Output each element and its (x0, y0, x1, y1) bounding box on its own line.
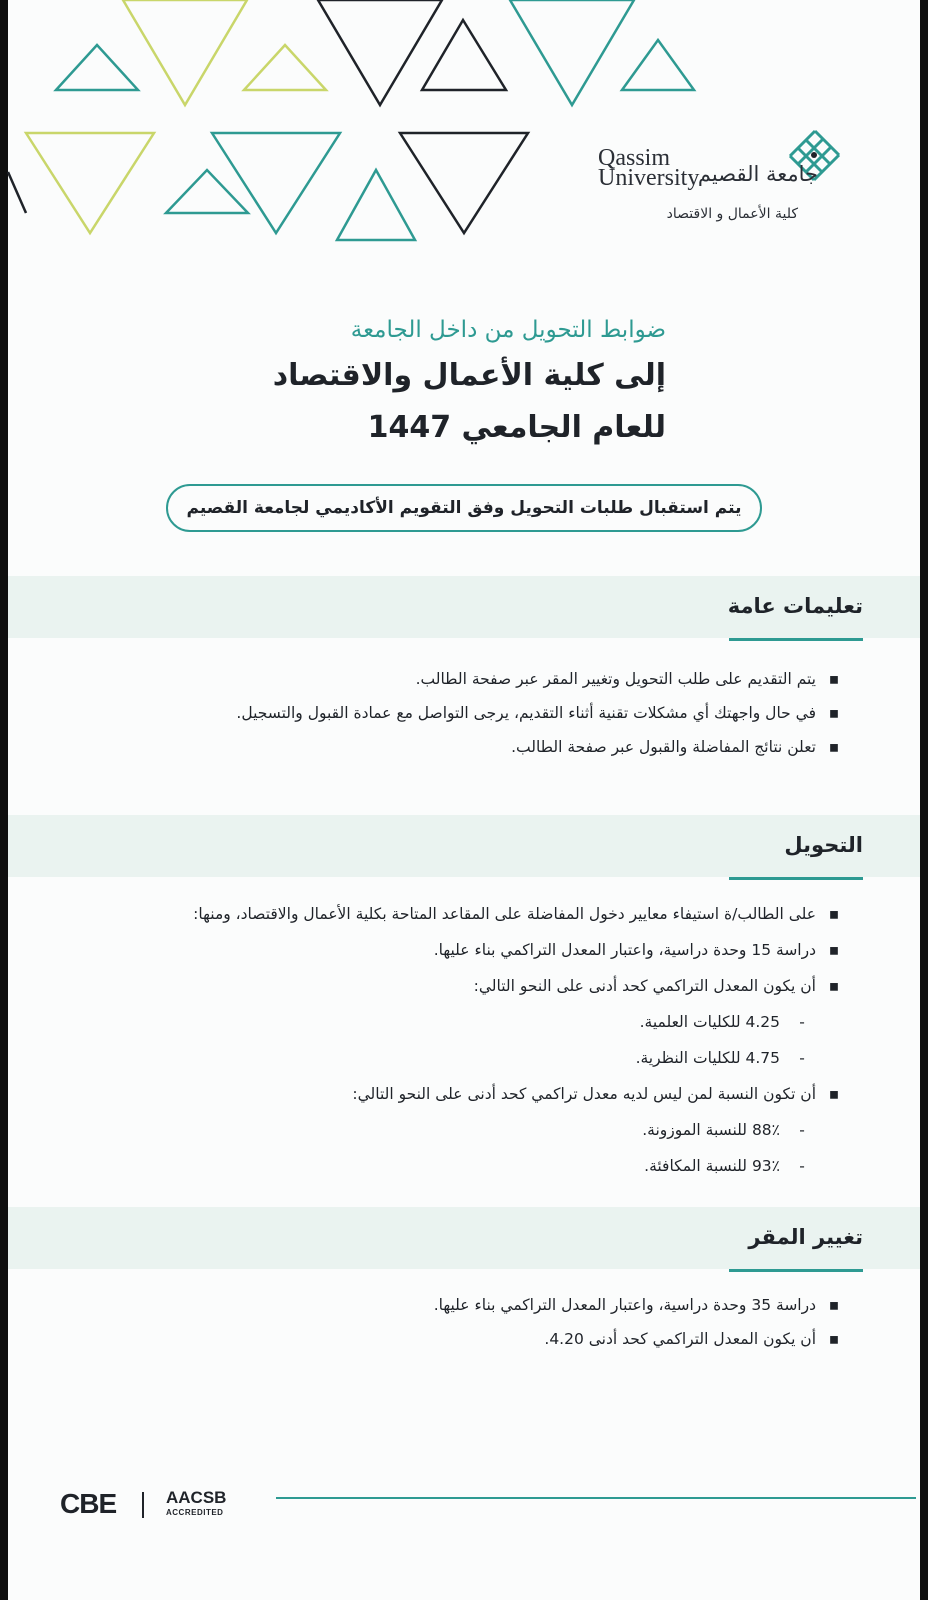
list-item (82, 738, 842, 772)
list-item (82, 670, 842, 704)
dash-marker: - (799, 1157, 805, 1175)
notice-pill: يتم استقبال طلبات التحويل وفق التقويم الأكاديمي لجامعة القصيم (166, 484, 762, 532)
bullet-marker: ▪ (828, 1330, 840, 1348)
bullet-marker: ▪ (828, 1296, 840, 1314)
list-item-text: دراسة 15 وحدة دراسية، واعتبار المعدل التراكمي بناء عليها. (433, 941, 816, 959)
footer-rule (276, 1497, 916, 1499)
university-logo (598, 128, 858, 228)
triangle-decoration (212, 133, 340, 233)
bullet-marker: ▪ (828, 738, 840, 756)
sub-list-item (82, 1157, 842, 1193)
sub-list-item (82, 1121, 842, 1157)
list-item-text: 4.75 للكليات النظرية. (635, 1049, 780, 1067)
cbe-logo: CBE (60, 1488, 117, 1519)
list-item-text: أن يكون المعدل التراكمي كحد أدنى 4.20. (544, 1330, 816, 1348)
triangle-decoration (56, 45, 138, 90)
triangle-decoration (622, 40, 694, 90)
triangle-decoration (123, 0, 247, 105)
section-title-underline (729, 877, 863, 880)
logo-arabic-name: جامعة القصيم (697, 162, 818, 186)
list-item-text: أن تكون النسبة لمن ليس لديه معدل تراكمي كحد أدنى على النحو التالي: (352, 1085, 816, 1103)
triangle-decoration (337, 170, 415, 240)
headline-title-line2: للعام الجامعي 1447 (367, 410, 666, 445)
list-item-text: 88٪ للنسبة الموزونة. (642, 1121, 780, 1139)
list-item (82, 1296, 842, 1330)
triangle-decoration (400, 133, 528, 233)
bullet-marker: ▪ (828, 941, 840, 959)
section-title-underline (729, 638, 863, 641)
list-item-text: 4.25 للكليات العلمية. (639, 1013, 780, 1031)
sub-list-item (82, 1013, 842, 1049)
logo-separator (142, 1492, 144, 1518)
list-item (82, 905, 842, 941)
triangle-decoration (510, 0, 634, 105)
triangle-decoration (166, 170, 248, 213)
triangle-decoration (244, 45, 326, 90)
section-list (82, 905, 842, 1193)
section-title: تغيير المقر (748, 1225, 863, 1249)
list-item (82, 941, 842, 977)
triangle-decoration (8, 172, 26, 213)
section-header-band (8, 815, 920, 877)
triangle-decoration (26, 133, 154, 233)
list-item (82, 1330, 842, 1364)
bullet-marker: ▪ (828, 1085, 840, 1103)
headline-title-line1: إلى كلية الأعمال والاقتصاد (272, 358, 666, 393)
section-title: تعليمات عامة (727, 594, 863, 618)
section-header-band (8, 1207, 920, 1269)
list-item-text: على الطالب/ة استيفاء معايير دخول المفاضلة على المقاعد المتاحة بكلية الأعمال والاقتصاد، ومنها: (193, 905, 816, 923)
dash-marker: - (799, 1121, 805, 1139)
dash-marker: - (799, 1049, 805, 1067)
college-name: كلية الأعمال و الاقتصاد (666, 206, 798, 222)
list-item-text: دراسة 35 وحدة دراسية، واعتبار المعدل التراكمي بناء عليها. (433, 1296, 816, 1314)
section-header-band (8, 576, 920, 638)
list-item (82, 704, 842, 738)
aacsb-accredited-label: ACCREDITED (166, 1508, 224, 1517)
list-item-text: يتم التقديم على طلب التحويل وتغيير المقر عبر صفحة الطالب. (415, 670, 816, 688)
section-title-underline (729, 1269, 863, 1272)
headline-subtitle: ضوابط التحويل من داخل الجامعة (350, 317, 666, 343)
list-item-text: 93٪ للنسبة المكافئة. (644, 1157, 780, 1175)
logo-english-name: Qassim University (598, 145, 700, 191)
bullet-marker: ▪ (828, 704, 840, 722)
list-item-text: تعلن نتائج المفاضلة والقبول عبر صفحة الطالب. (511, 738, 816, 756)
sub-list-item (82, 1049, 842, 1085)
section-list (82, 1296, 842, 1364)
section-title: التحويل (784, 833, 863, 857)
bullet-marker: ▪ (828, 670, 840, 688)
dash-marker: - (799, 1013, 805, 1031)
list-item (82, 1085, 842, 1121)
aacsb-logo: AACSB (166, 1488, 227, 1507)
bullet-marker: ▪ (828, 977, 840, 995)
list-item-text: أن يكون المعدل التراكمي كحد أدنى على النحو التالي: (473, 977, 816, 995)
list-item-text: في حال واجهتك أي مشكلات تقنية أثناء التقديم، يرجى التواصل مع عمادة القبول والتسجيل. (236, 704, 816, 722)
triangle-decoration (422, 20, 506, 90)
section-list (82, 670, 842, 772)
headline (146, 312, 666, 452)
list-item (82, 977, 842, 1013)
bullet-marker: ▪ (828, 905, 840, 923)
